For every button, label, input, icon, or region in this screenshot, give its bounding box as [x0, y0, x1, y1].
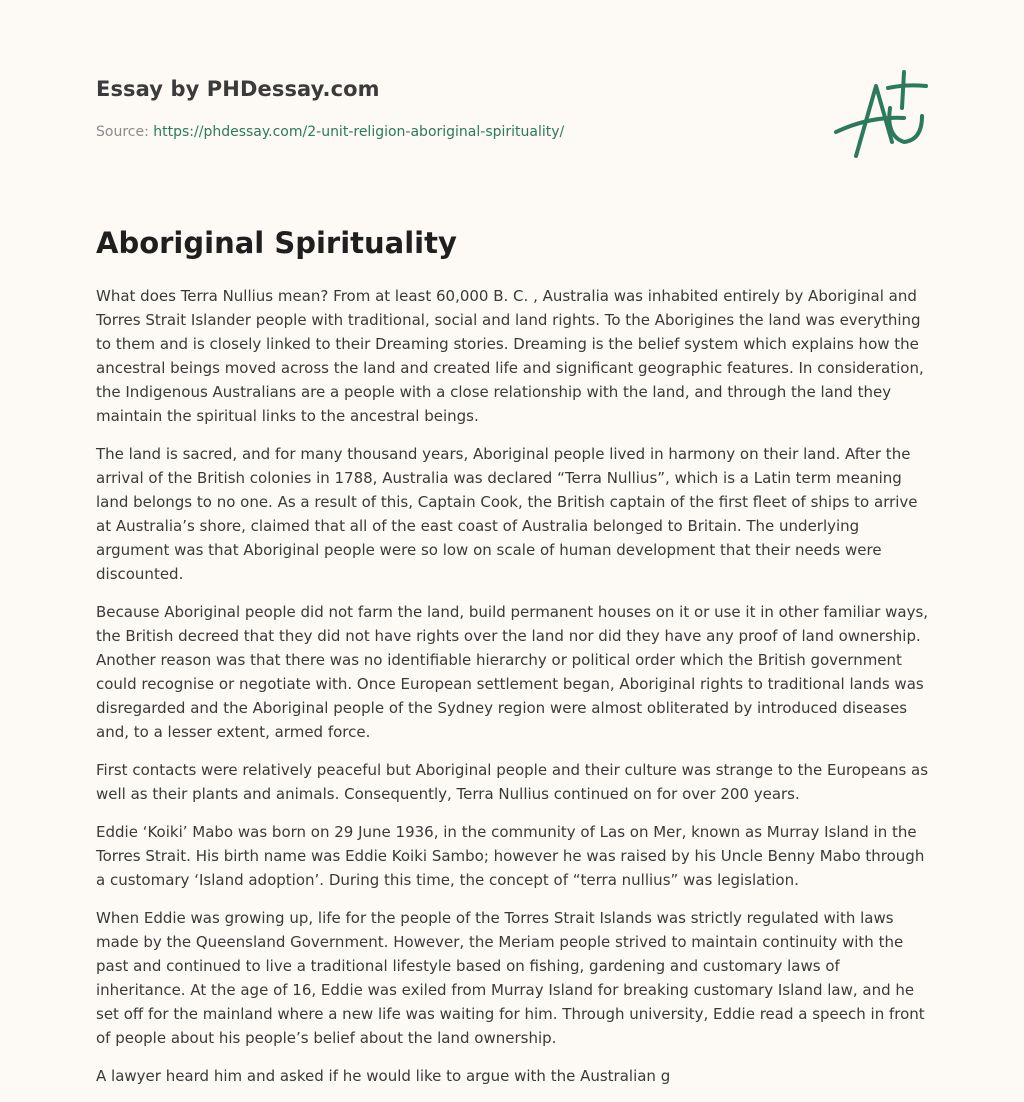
source-line — [96, 124, 564, 140]
page-header — [96, 0, 928, 210]
essay-paragraph: Eddie ‘Koiki’ Mabo was born on 29 June 1936, in the community of Las on Mer, known as Murray Island in the Torres Strait. His birth name was Eddie Koiki Sambo; however he was raised by his Uncle Benny Mabo through a customary ‘Island adoption’. During this time, the concept of “terra nullius” was legislation. — [96, 823, 925, 889]
site-title: Essay by PHDessay.com — [96, 77, 380, 101]
essay-paragraph: First contacts were relatively peaceful but Aboriginal people and their culture was strange to the Europeans as well as their plants and animals. Consequently, Terra Nullius continued on for over 200 years. — [96, 761, 929, 803]
source-label: Source: — [96, 124, 149, 140]
essay-paragraph: Because Aboriginal people did not farm the land, build permanent houses on it or use it in other familiar ways, the British decreed that they did not have rights over the land nor did they have any proof of land ownership. Another reason was that there was no identifiable hierarchy or political order which the British government could recognise or negotiate with. Once European settlement began, Aboriginal rights to traditional lands was disregarded and the Aboriginal people of the Sydney region were almost obliterated by introduced diseases and, to a lesser extent, armed force. — [96, 603, 929, 741]
a-plus-logo-icon — [826, 66, 930, 166]
essay-paragraph: What does Terra Nullius mean? From at least 60,000 B. C. , Australia was inhabited entirely by Aboriginal and Torres Strait Islander people with traditional, social and land rights. To the Aborigines the land was everything to them and is closely linked to their Dreaming stories. Dreaming is the belief system which explains how the ancestral beings moved across the land and created life and significant geographic features. In consideration, the Indigenous Australians are a people with a close relationship with the land, and through the land they maintain the spiritual links to the ancestral beings. — [96, 287, 924, 425]
essay-paragraph: The land is sacred, and for many thousand years, Aboriginal people lived in harmony on their land. After the arrival of the British colonies in 1788, Australia was declared “Terra Nullius”, which is a Latin term meaning land belongs to no one. As a result of this, Captain Cook, the British captain of the first fleet of ships to arrive at Australia’s shore, claimed that all of the east coast of Australia belonged to Britain. The underlying argument was that Aboriginal people were so low on scale of human development that their needs were discounted. — [96, 445, 918, 583]
essay-paragraph: When Eddie was growing up, life for the people of the Torres Strait Islands was strictly regulated with laws made by the Queensland Government. However, the Meriam people strived to maintain continuity with the past and continued to live a traditional lifestyle based on fishing, gardening and customary laws of inheritance. At the age of 16, Eddie was exiled from Murray Island for breaking customary Island law, and he set off for the mainland where a new life was waiting for him. Through university, Eddie read a speech in front of people about his people’s belief about the land ownership. — [96, 909, 925, 1047]
source-link[interactable]: https://phdessay.com/2-unit-religion-aboriginal-spirituality/ — [153, 124, 565, 140]
essay-title: Aboriginal Spirituality — [96, 226, 457, 260]
essay-paragraph: A lawyer heard him and asked if he would like to argue with the Australian g — [96, 1067, 671, 1085]
essay-body — [96, 284, 932, 1102]
